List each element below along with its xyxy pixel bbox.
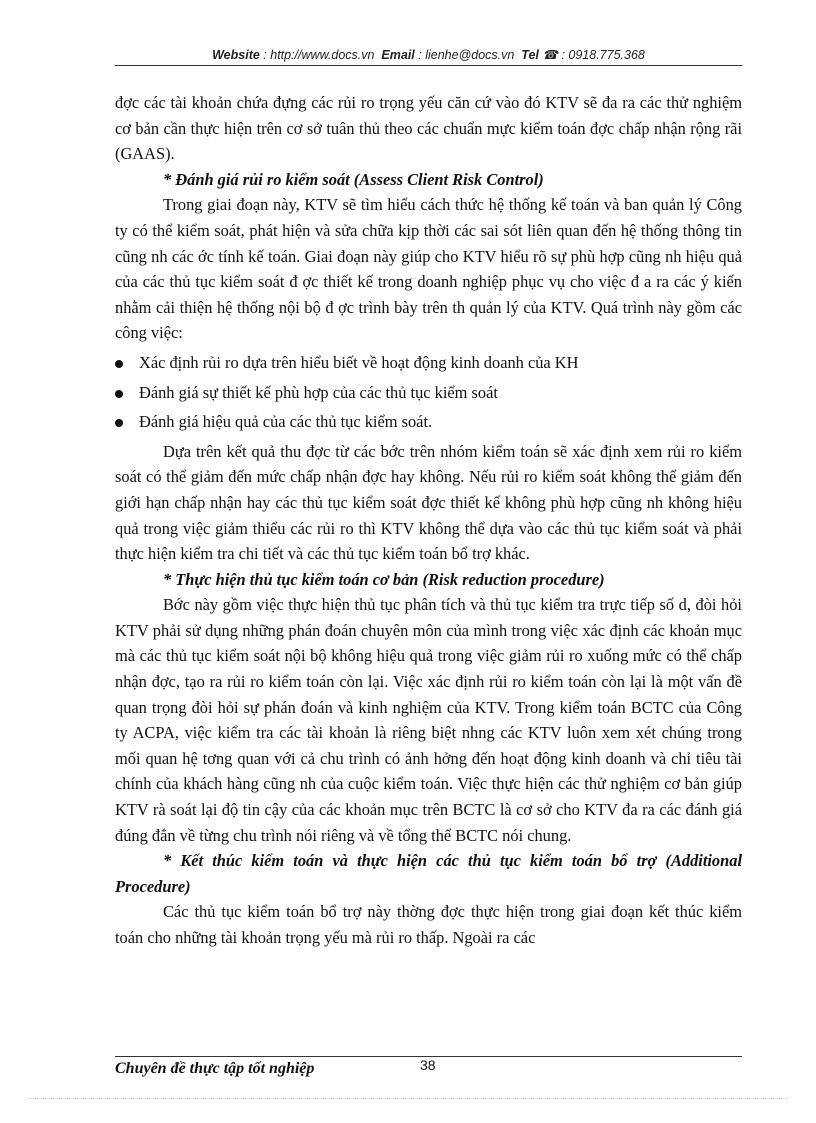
tel-label: Tel (521, 48, 539, 62)
website-value: : http://www.docs.vn (263, 48, 375, 62)
website-label: Website (212, 48, 260, 62)
paragraph: Dựa trên kết quả thu đợc từ các bớc trên nhóm kiểm toán sẽ xác định xem rủi ro kiểm soát có thể giảm đến mức chấp nhận đợc hay không. Nếu rủi ro kiểm soát không thể giảm đến giới hạn chấp nhận hay các thủ tục kiểm soát đợc thiết kế không phù hợp cũng nh không hiệu quả trong việc giảm thiểu các rủi ro thì KTV không thể dựa vào các thủ tục kiểm soát và phải thực hiện kiểm tra chi tiết và các thủ tục kiểm toán bổ trợ khác. (115, 441, 742, 564)
paragraph: Bớc này gồm việc thực hiện thủ tục phân tích và thủ tục kiểm tra trực tiếp số d, đòi hỏi KTV phải sử dụng những phán đoán chuyên môn của mình trong việc xác định các khoản mục mà các thủ tục kiểm soát nội bộ không hiệu quả trong việc giảm rủi ro xuống mức có thể chấp nhận đợc, tạo ra rủi ro kiểm toán còn lại. Việc xác định rủi ro kiểm toán còn lại là một vấn đề quan trọng đòi hỏi sự phán đoán và kinh nghiệm của KTV. Trong kiểm toán BCTC của Công ty ACPA, việc kiểm tra các tài khoản là riêng biệt nhng các KTV luôn xem xét chúng trong mối quan hệ tơng quan với cả chu trình có ảnh hởng đến hoạt động kinh doanh và chỉ tiêu tài chính của khách hàng cũng nh của cuộc kiểm toán. Việc thực hiện các thử nghiệm cơ bản giúp KTV rà soát lại độ tin cậy của các khoản mục trên BCTC là cơ sở cho KTV đa ra các đánh giá đúng đắn về từng chu trình nói riêng và về tổng thể BCTC nói chung. (115, 595, 742, 845)
paragraph: Các thủ tục kiểm toán bổ trợ này thờng đợc thực hiện trong giai đoạn kết thúc kiểm toán cho những tài khoản trọng yếu mà rủi ro thấp. Ngoài ra các (115, 902, 742, 947)
document-body (115, 90, 742, 951)
bullet-text: Đánh giá sự thiết kế phù hợp của các thủ tục kiểm soát (139, 382, 498, 402)
bullet-text: Xác định rủi ro dựa trên hiểu biết về hoạt động kinh doanh của KH (139, 352, 579, 372)
footer-title: Chuyên đề thực tập tốt nghiệp (115, 1060, 315, 1077)
section-heading: * Thực hiện thủ tục kiểm toán cơ bản (Risk reduction procedure) (163, 569, 605, 589)
bullet-icon (115, 390, 123, 398)
bullet-item (115, 380, 742, 406)
email-label: Email (381, 48, 415, 62)
bullet-list (115, 350, 742, 435)
section-heading: * Kết thúc kiểm toán và thực hiện các thủ tục kiểm toán bổ trợ (Additional Procedure) (115, 851, 742, 896)
phone-icon: ☎ (542, 48, 558, 62)
section-heading: * Đánh giá rủi ro kiểm soát (Assess Client Risk Control) (163, 169, 544, 189)
bullet-item (115, 350, 742, 376)
page-number: 38 (420, 1057, 436, 1073)
paragraph: Trong giai đoạn này, KTV sẽ tìm hiểu cách thức hệ thống kế toán và ban quản lý Công ty có thể kiểm soát, phát hiện và sửa chữa kịp thời các sai sót liên quan đến hệ thống thông tin cũng nh các ớc tính kế toán. Giai đoạn này giúp cho KTV hiểu rõ sự phù hợp cũng nh hiệu quả của các thủ tục kiểm soát đ ợc thiết kế trong doanh nghiệp phục vụ cho việc đ a ra các ý kiến nhằm cải thiện hệ thống nội bộ đ ợc trình bày trên th quản lý của KTV. Quá trình này gồm các công việc: (115, 195, 742, 343)
page-footer (115, 1056, 742, 1077)
tel-value: : 0918.775.368 (561, 48, 645, 62)
paragraph: đợc các tài khoản chứa đựng các rủi ro trọng yếu căn cứ vào đó KTV sẽ đa ra các thử nghiệm cơ bản cần thực hiện trên cơ sở tuân thủ theo các chuẩn mực kiểm toán đợc chấp nhận rộng rãi (GAAS). (115, 93, 742, 164)
bullet-item (115, 409, 742, 435)
email-value: : lienhe@docs.vn (418, 48, 515, 62)
page-border (28, 1098, 788, 1099)
page-header (115, 47, 742, 66)
bullet-text: Đánh giá hiệu quả của các thủ tục kiểm soát. (139, 412, 433, 432)
bullet-icon (115, 360, 123, 368)
bullet-icon (115, 419, 123, 427)
